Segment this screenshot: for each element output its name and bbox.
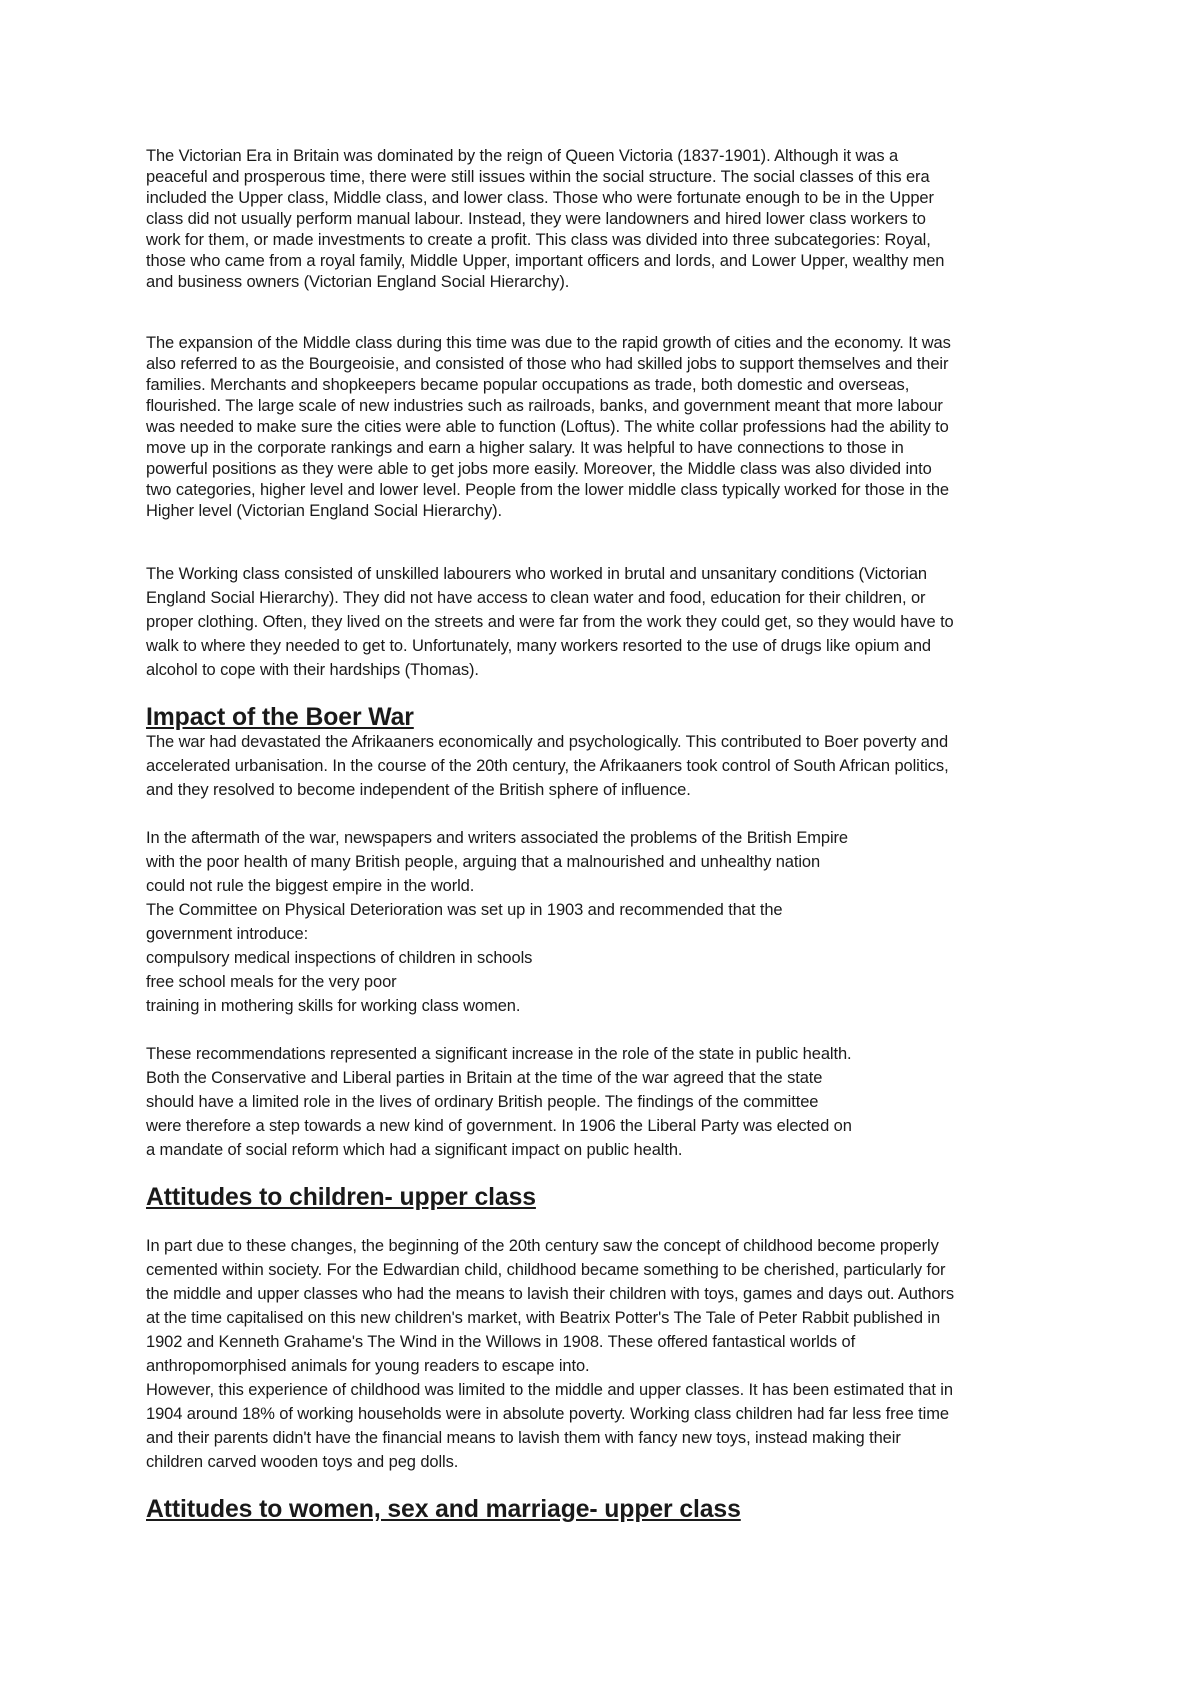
- spacer: [146, 1018, 1066, 1042]
- paragraph-victorian-era: The Victorian Era in Britain was dominated by the reign of Queen Victoria (1837-1901). Although it was a peaceful and prosperous time, there were still issues within the social structure. The social classes of this era included the Upper class, Middle class, and lower class. Those who were fortunate enough to be in the Upper class did not usually perform manual labour. Instead, they were landowners and hired lower class workers to work for them, or made investments to create a profit. This class was divided into three subcategories: Royal, those who came from a royal family, Middle Upper, important officers and lords, and Lower Upper, wealthy men and business owners (Victorian England Social Hierarchy).: [146, 147, 945, 291]
- list-item: compulsory medical inspections of children in schools: [146, 949, 533, 967]
- spacer: [146, 1162, 1066, 1186]
- spacer: [146, 293, 1066, 333]
- spacer: [146, 802, 1066, 826]
- paragraph-childhood: In part due to these changes, the beginning of the 20th century saw the concept of childhood become properly cemented within society. For the Edwardian child, childhood became something to be cherished, particularly for the middle and upper classes who had the means to lavish their children with toys, games and days out. Authors at the time capitalised on this new children's market, with Beatrix Potter's The Tale of Peter Rabbit published in 1902 and Kenneth Grahame's The Wind in the Willows in 1908. These offered fantastical worlds of anthropomorphised animals for young readers to escape into. However, this experience of childhood was limited to the middle and upper classes. It has been estimated that in 1904 around 18% of working households were in absolute poverty. Working class children had far less free time and their parents didn't have the financial means to lavish them with fancy new toys, instead making their children carved wooden toys and peg dolls.: [146, 1237, 955, 1471]
- paragraph-working-class: The Working class consisted of unskilled labourers who worked in brutal and unsanitary conditions (Victorian England Social Hierarchy). They did not have access to clean water and food, education for their children, or proper clothing. Often, they lived on the streets and were far from the work they could get, so they would have to walk to where they needed to get to. Unfortunately, many workers resorted to the use of drugs like opium and alcohol to cope with their hardships (Thomas).: [146, 565, 954, 679]
- heading-boer-war: Impact of the Boer War: [146, 704, 414, 731]
- list-item: training in mothering skills for working class women.: [146, 997, 521, 1015]
- spacer: [146, 682, 1066, 706]
- spacer: [146, 1210, 1066, 1234]
- list-item: free school meals for the very poor: [146, 973, 397, 991]
- heading-women-upper-class: Attitudes to women, sex and marriage- upper class: [146, 1496, 741, 1523]
- heading-children-upper-class: Attitudes to children- upper class: [146, 1184, 536, 1211]
- document-page: [146, 146, 1066, 1522]
- spacer: [146, 1474, 1066, 1498]
- recommendations-list: [146, 946, 1066, 1018]
- paragraph-boer-war: The war had devastated the Afrikaaners economically and psychologically. This contributed to Boer poverty and accelerated urbanisation. In the course of the 20th century, the Afrikaaners took control of South African politics, and they resolved to become independent of the British sphere of influence.: [146, 733, 949, 799]
- spacer: [146, 522, 1066, 562]
- paragraph-recommendations: These recommendations represented a significant increase in the role of the state in public health. Both the Conservative and Liberal parties in Britain at the time of the war agreed that the state should have a limited role in the lives of ordinary British people. The findings of the committee were therefore a step towards a new kind of government. In 1906 the Liberal Party was elected on a mandate of social reform which had a significant impact on public health.: [146, 1045, 852, 1159]
- paragraph-middle-class: The expansion of the Middle class during this time was due to the rapid growth of cities and the economy. It was also referred to as the Bourgeoisie, and consisted of those who had skilled jobs to support themselves and their families. Merchants and shopkeepers became popular occupations as trade, both domestic and overseas, flourished. The large scale of new industries such as railroads, banks, and government meant that more labour was needed to make sure the cities were able to function (Loftus). The white collar professions had the ability to move up in the corporate rankings and earn a higher salary. It was helpful to have connections to those in powerful positions as they were able to get jobs more easily. Moreover, the Middle class was also divided into two categories, higher level and lower level. People from the lower middle class typically worked for those in the Higher level (Victorian England Social Hierarchy).: [146, 334, 951, 520]
- paragraph-aftermath: In the aftermath of the war, newspapers and writers associated the problems of the British Empire with the poor health of many British people, arguing that a malnourished and unhealthy nation could not rule the biggest empire in the world. The Committee on Physical Deterioration was set up in 1903 and recommended that the government introduce:: [146, 829, 848, 943]
